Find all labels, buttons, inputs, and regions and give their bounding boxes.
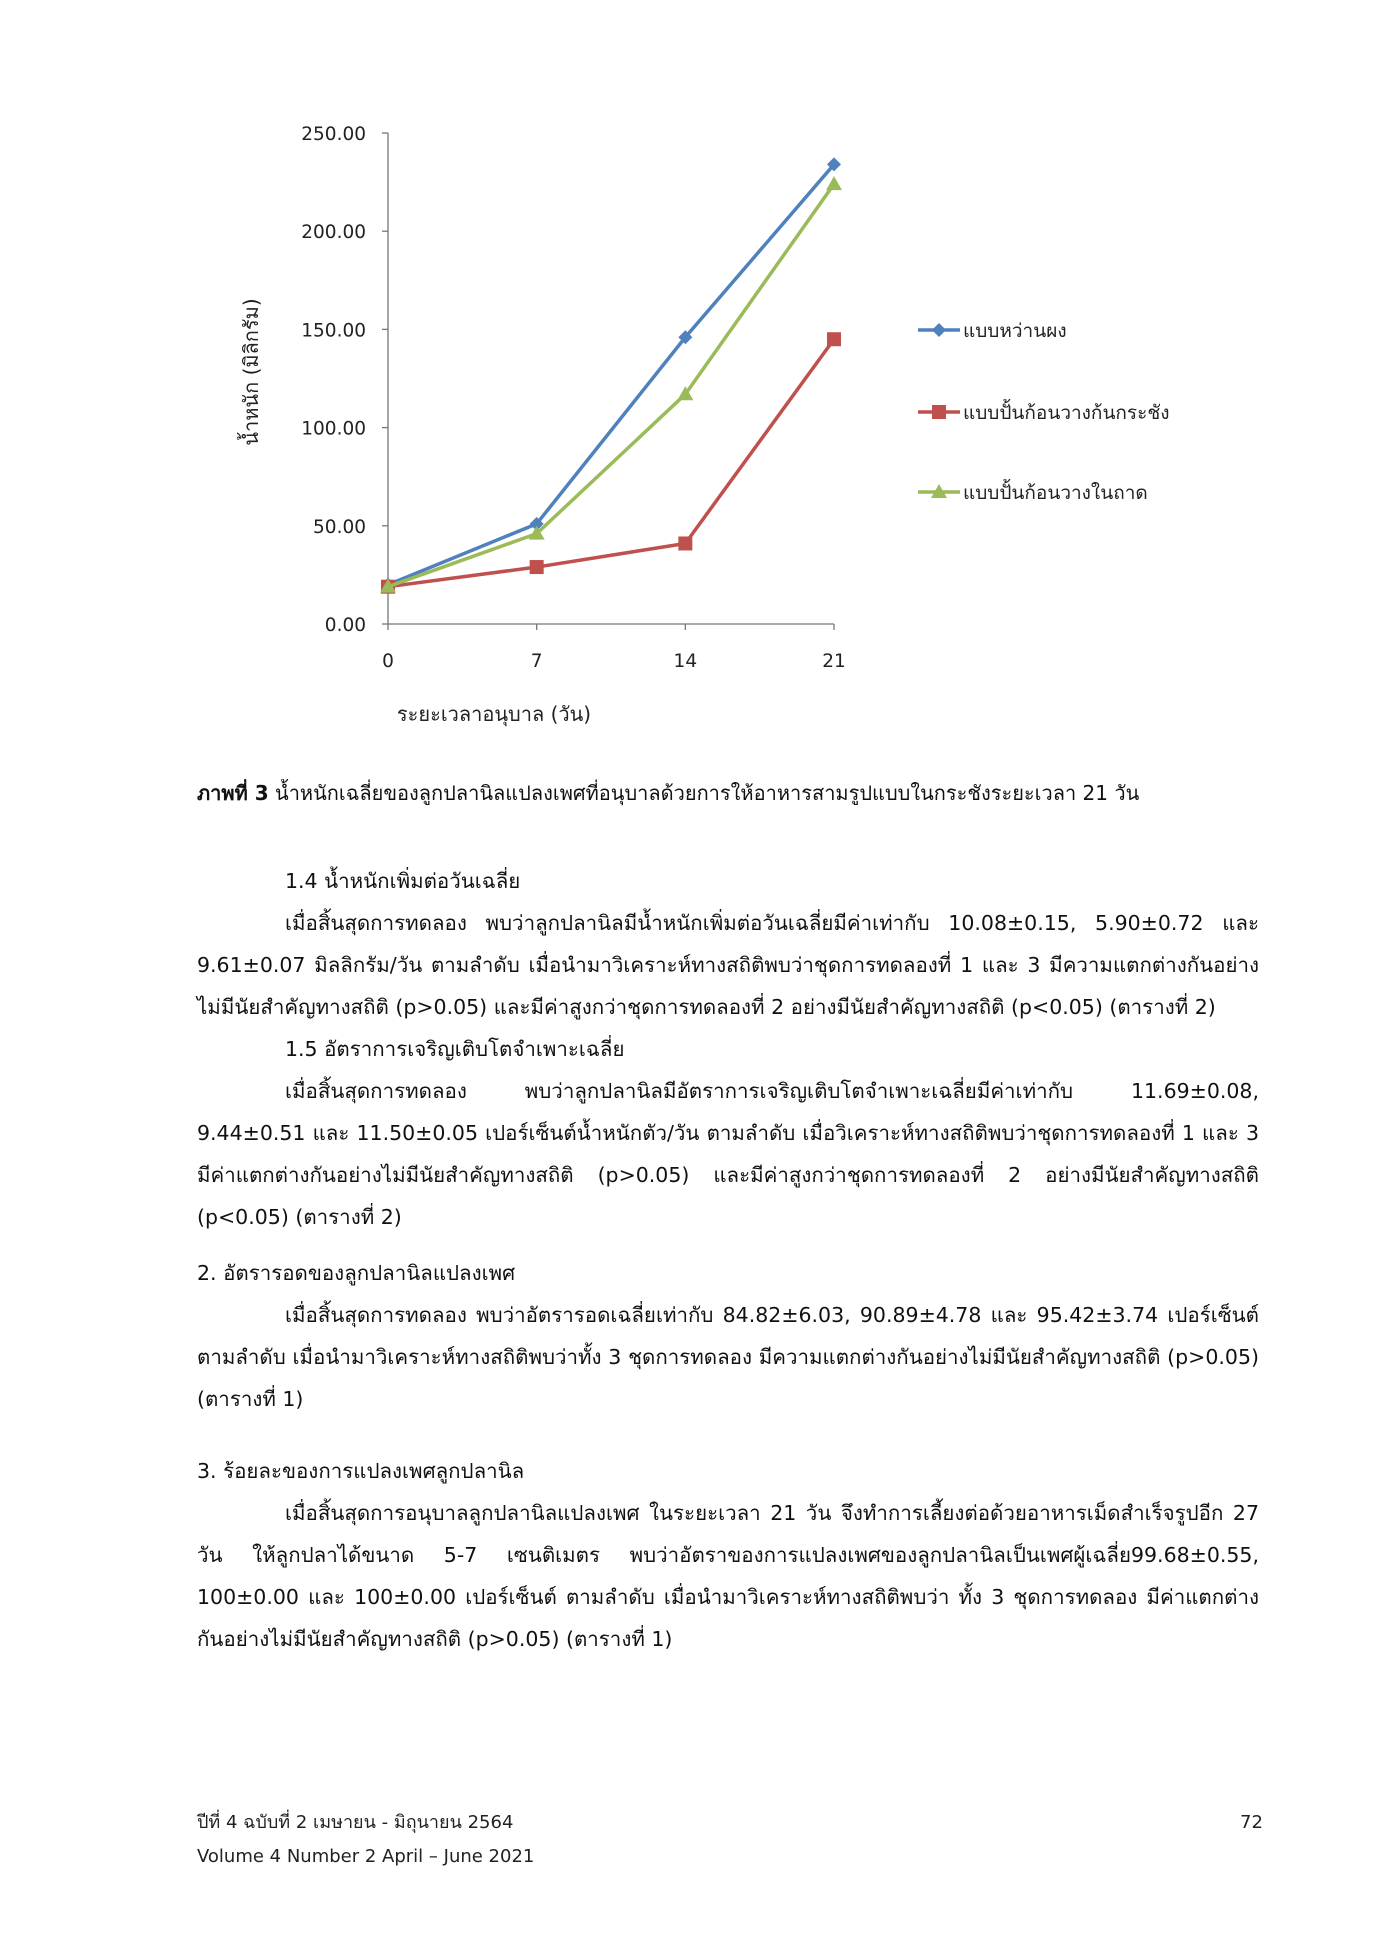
page-footer	[197, 1806, 534, 1874]
y-axis-label: น้ำหนัก (มิลิกรัม)	[239, 298, 263, 446]
section-1-5-heading: 1.5 อัตราการเจริญเติบโตจำเพาะเฉลี่ย	[285, 1037, 625, 1061]
x-tick-label: 21	[822, 651, 846, 672]
data-point	[678, 536, 692, 550]
legend-label: แบบปั้นก้อนวางก้นกระชัง	[963, 402, 1170, 424]
y-tick-label: 200.00	[301, 222, 366, 244]
x-tick-labels	[382, 651, 846, 672]
figure-caption-text: น้ำหนักเฉลี่ยของลูกปลานิลแปลงเพศที่อนุบาลด้วยการให้อาหารสามรูปแบบในกระชังระยะเวลา 21 วัน	[268, 781, 1140, 805]
y-tick-label: 150.00	[301, 320, 366, 342]
footer-english-issue: Volume 4 Number 2 April – June 2021	[197, 1846, 535, 1867]
data-point	[826, 176, 842, 190]
section-2-paragraph: เมื่อสิ้นสุดการทดลอง พบว่าอัตรารอดเฉลี่ยเท่ากับ 84.82±6.03, 90.89±4.78 และ 95.42±3.74 เปอร์เซ็นต์ ตามลำดับ เมื่อนำมาวิเคราะห์ทางสถิติพบว่าทั้ง 3 ชุดการทดลอง มีความแตกต่างกันอย่างไม่มีนัยสำคัญทางสถิติ (p>0.05) (ตารางที่ 1)	[197, 1303, 1259, 1411]
x-tick-label: 0	[382, 651, 394, 672]
section-2-heading: 2. อัตรารอดของลูกปลานิลแปลงเพศ	[197, 1261, 516, 1285]
x-tick-label: 14	[673, 651, 698, 672]
series-1	[381, 157, 841, 591]
series-3	[380, 176, 842, 593]
legend-item-3	[918, 479, 1148, 504]
x-axis-label: ระยะเวลาอนุบาล (วัน)	[396, 702, 592, 726]
section-3-paragraph: เมื่อสิ้นสุดการอนุบาลลูกปลานิลแปลงเพศ ในระยะเวลา 21 วัน จึงทำการเลี้ยงต่อด้วยอาหารเม็ดสำเร็จรูปอีก 27 วัน ให้ลูกปลาได้ขนาด 5-7 เซนติเมตร พบว่าอัตราของการแปลงเพศของลูกปลานิลเป็นเพศผู้เฉลี่ย99.68±0.55, 100±0.00 และ 100±0.00 เปอร์เซ็นต์ ตามลำดับ เมื่อนำมาวิเคราะห์ทางสถิติพบว่า ทั้ง 3 ชุดการทดลอง มีค่าแตกต่างกันอย่างไม่มีนัยสำคัญทางสถิติ (p>0.05) (ตารางที่ 1)	[197, 1501, 1259, 1651]
section-1-4-heading: 1.4 น้ำหนักเพิ่มต่อวันเฉลี่ย	[285, 869, 521, 893]
data-point	[827, 332, 841, 346]
series-line	[388, 164, 834, 584]
page-number: 72	[1240, 1812, 1263, 1833]
section-3-heading: 3. ร้อยละของการแปลงเพศลูกปลานิล	[197, 1459, 525, 1483]
x-tick-label: 7	[530, 651, 543, 672]
section-1-4-paragraph: เมื่อสิ้นสุดการทดลอง พบว่าลูกปลานิลมีน้ำหนักเพิ่มต่อวันเฉลี่ยมีค่าเท่ากับ 10.08±0.15, 5.90±0.72 และ 9.61±0.07 มิลลิกรัม/วัน ตามลำดับ เมื่อนำมาวิเคราะห์ทางสถิติพบว่าชุดการทดลองที่ 1 และ 3 มีความแตกต่างกันอย่างไม่มีนัยสำคัญทางสถิติ (p>0.05) และมีค่าสูงกว่าชุดการทดลองที่ 2 อย่างมีนัยสำคัญทางสถิติ (p<0.05) (ตารางที่ 2)	[197, 911, 1259, 1019]
article-body	[197, 860, 1259, 1660]
legend-label: แบบปั้นก้อนวางในถาด	[963, 482, 1148, 504]
figure-caption	[197, 778, 1197, 808]
legend-swatch-marker	[932, 405, 946, 419]
y-tick-label: 0.00	[324, 615, 366, 636]
footer-thai-issue: ปีที่ 4 ฉบับที่ 2 เมษายน - มิถุนายน 2564	[197, 1812, 514, 1833]
y-tick-label: 250.00	[301, 124, 366, 145]
legend-item-2	[918, 399, 1170, 424]
weight-line-chart	[200, 110, 1300, 750]
y-tick-labels	[301, 124, 366, 636]
chart-series	[380, 157, 842, 593]
y-tick-label: 100.00	[301, 418, 366, 440]
legend-item-1	[918, 320, 1067, 342]
legend-label: แบบหว่านผง	[963, 320, 1067, 342]
chart-legend	[918, 320, 1170, 504]
data-point	[530, 560, 544, 574]
y-tick-label: 50.00	[313, 516, 366, 538]
section-1-5-paragraph: เมื่อสิ้นสุดการทดลอง พบว่าลูกปลานิลมีอัตราการเจริญเติบโตจำเพาะเฉลี่ยมีค่าเท่ากับ 11.69±0.08, 9.44±0.51 และ 11.50±0.05 เปอร์เซ็นต์น้ำหนักตัว/วัน ตามลำดับ เมื่อวิเคราะห์ทางสถิติพบว่าชุดการทดลองที่ 1 และ 3 มีค่าแตกต่างกันอย่างไม่มีนัยสำคัญทางสถิติ (p>0.05) และมีค่าสูงกว่าชุดการทดลองที่ 2 อย่างมีนัยสำคัญทางสถิติ (p<0.05) (ตารางที่ 2)	[197, 1079, 1259, 1229]
figure-label: ภาพที่ 3	[197, 781, 269, 805]
legend-swatch-marker	[932, 323, 946, 337]
